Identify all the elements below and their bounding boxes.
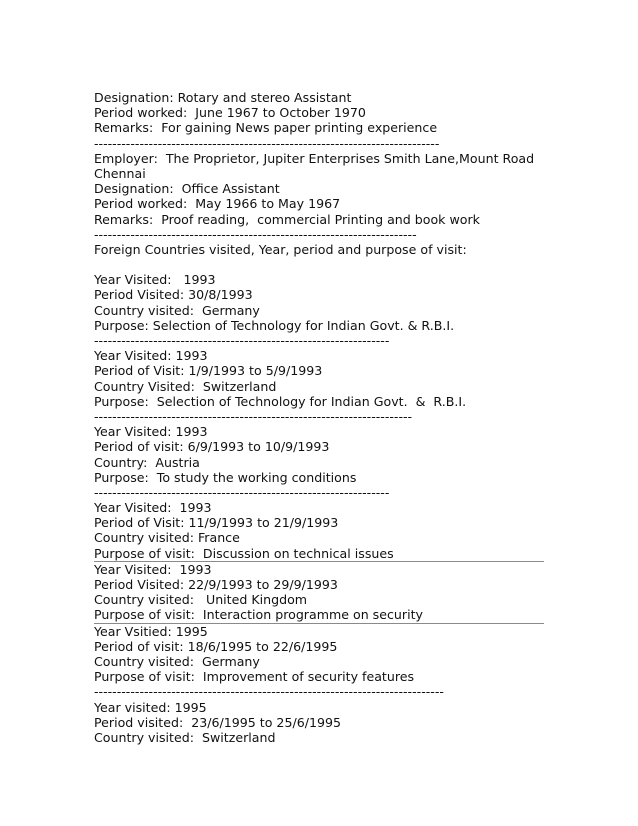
text-line: Year Visited: 1993 [94, 348, 208, 364]
text-line: Employer: The Proprietor, Jupiter Enterprises Smith Lane,Mount Road [94, 150, 535, 166]
text-line: Period worked: May 1966 to May 1967 [94, 196, 341, 212]
text-line: Remarks: For gaining News paper printing experience [94, 120, 438, 136]
dash-separator: ----------------------------------------------------------------------- [94, 226, 417, 242]
text-line: Period Visited: 30/8/1993 [94, 287, 253, 303]
text-line: Purpose: Selection of Technology for Indian Govt. & R.B.I. [94, 317, 455, 333]
text-line: Purpose: Selection of Technology for Indian Govt. & R.B.I. [94, 393, 467, 409]
text-line: Year Visited: 1993 [94, 561, 212, 577]
text-line: Designation: Office Assistant [94, 181, 280, 197]
text-line: Period of visit: 6/9/1993 to 10/9/1993 [94, 439, 330, 455]
text-line: Country Visited: Switzerland [94, 378, 277, 394]
text-line: Purpose: To study the working conditions [94, 469, 357, 485]
dash-separator: ----------------------------------------------------------------- [94, 484, 390, 500]
text-line: Purpose of visit: Discussion on technical issues [94, 545, 394, 561]
text-line: Designation: Rotary and stereo Assistant [94, 90, 352, 105]
text-line: Year Visited: 1993 [94, 272, 216, 288]
dash-separator: ---------------------------------------------------------------------------- [94, 135, 440, 151]
text-line: Country visited: France [94, 530, 240, 546]
text-line: Remarks: Proof reading, commercial Printing and book work [94, 211, 480, 227]
text-line: Year Vsitied: 1995 [94, 623, 208, 639]
document-body [94, 90, 614, 745]
text-line: Period Visited: 22/9/1993 to 29/9/1993 [94, 577, 338, 592]
text-line: Year Visited: 1993 [94, 500, 212, 516]
dash-separator: ---------------------------------------------------------------------- [94, 408, 413, 424]
text-line: Period of Visit: 1/9/1993 to 5/9/1993 [94, 363, 323, 379]
text-line: Period worked: June 1967 to October 1970 [94, 105, 366, 121]
dash-separator: ----------------------------------------------------------------- [94, 333, 390, 348]
text-line: Purpose of visit: Improvement of security features [94, 669, 415, 685]
text-line: Period of Visit: 11/9/1993 to 21/9/1993 [94, 515, 339, 531]
text-line: Chennai [94, 165, 146, 181]
blank-line [94, 257, 614, 272]
text-line: Country: Austria [94, 454, 200, 470]
text-line: Country visited: United Kingdom [94, 592, 308, 608]
text-line: Year Visited: 1993 [94, 424, 208, 440]
text-line: Country visited: Germany [94, 653, 260, 669]
text-line: Period of visit: 18/6/1995 to 22/6/1995 [94, 638, 338, 654]
text-line: Period visited: 23/6/1995 to 25/6/1995 [94, 714, 342, 730]
text-line: Country visited: Switzerland [94, 729, 276, 745]
text-line: Year visited: 1995 [94, 699, 207, 715]
dash-separator: ----------------------------------------------------------------------------- [94, 684, 444, 700]
text-line: Purpose of visit: Interaction programme on security [94, 607, 423, 623]
text-line: Country visited: Germany [94, 302, 260, 318]
text-line: Foreign Countries visited, Year, period and purpose of visit: [94, 241, 467, 257]
